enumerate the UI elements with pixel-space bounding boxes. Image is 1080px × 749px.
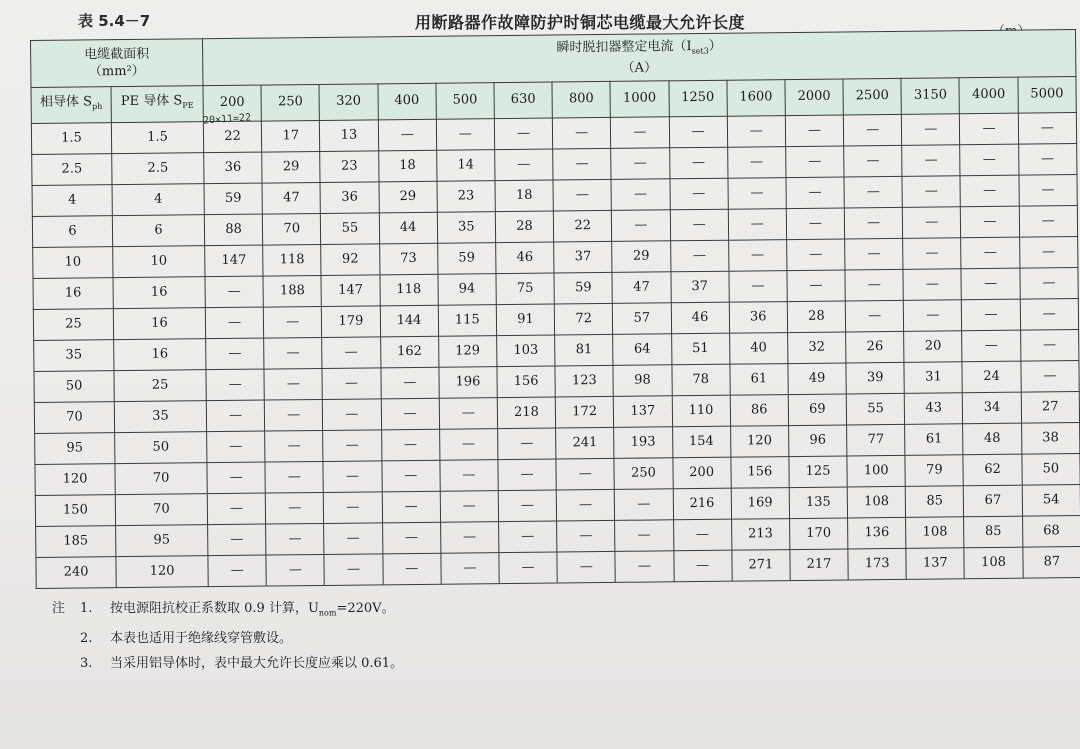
length-cell: — bbox=[381, 367, 440, 399]
length-cell: — bbox=[206, 369, 265, 401]
length-cell: — bbox=[378, 119, 437, 151]
length-cell: — bbox=[324, 553, 383, 585]
length-cell: — bbox=[323, 460, 382, 492]
length-cell: — bbox=[382, 460, 441, 492]
notes-block bbox=[52, 596, 403, 676]
length-cell: — bbox=[1020, 329, 1079, 361]
col-header-current: 5000 bbox=[1018, 77, 1077, 113]
note-text: 本表也适用于绝缘线穿管敷设。 bbox=[110, 630, 293, 646]
pe-size-cell: 70 bbox=[115, 493, 207, 525]
length-cell: — bbox=[902, 113, 961, 145]
ph-size-cell: 10 bbox=[33, 246, 113, 278]
length-cell: 81 bbox=[555, 334, 614, 366]
length-cell: 55 bbox=[846, 393, 905, 425]
length-cell: 118 bbox=[263, 244, 322, 276]
length-cell: 36 bbox=[729, 301, 788, 333]
pe-size-cell: 50 bbox=[115, 431, 207, 463]
length-cell: 271 bbox=[732, 549, 791, 581]
note-number: 3. bbox=[80, 655, 93, 671]
length-cell: 162 bbox=[380, 336, 439, 368]
length-cell: 14 bbox=[436, 149, 495, 181]
length-cell: — bbox=[845, 300, 904, 332]
length-cell: — bbox=[264, 306, 323, 338]
ph-size-cell: 16 bbox=[33, 277, 113, 309]
length-cell: — bbox=[266, 554, 325, 586]
length-cell: — bbox=[205, 276, 264, 308]
length-cell: 64 bbox=[613, 333, 672, 365]
length-cell: 118 bbox=[380, 274, 439, 306]
length-cell: — bbox=[208, 524, 267, 556]
length-cell: — bbox=[615, 550, 674, 582]
length-cell: 85 bbox=[964, 516, 1023, 548]
length-cell: — bbox=[382, 491, 441, 523]
length-cell: — bbox=[611, 147, 670, 179]
length-cell: — bbox=[903, 268, 962, 300]
length-cell: 54 bbox=[1022, 484, 1080, 516]
length-cell: 70 bbox=[263, 213, 322, 245]
current-label: 瞬时脱扣器整定电流$(I_{set3})$ bbox=[556, 38, 722, 56]
length-cell: — bbox=[615, 519, 674, 551]
length-cell: 110 bbox=[672, 395, 731, 427]
length-cell: — bbox=[498, 490, 557, 522]
length-cell: 172 bbox=[555, 396, 614, 428]
length-cell: — bbox=[498, 459, 557, 491]
length-cell: 40 bbox=[729, 332, 788, 364]
length-cell: 218 bbox=[497, 397, 556, 429]
ph-size-cell: 120 bbox=[35, 463, 115, 495]
length-cell: — bbox=[324, 491, 383, 523]
length-cell: — bbox=[903, 237, 962, 269]
length-cell: 26 bbox=[846, 331, 905, 363]
pe-size-cell: 2.5 bbox=[112, 152, 204, 184]
length-cell: 156 bbox=[497, 366, 556, 398]
length-cell: 75 bbox=[496, 273, 555, 305]
length-cell: — bbox=[557, 551, 616, 583]
length-cell: 154 bbox=[672, 426, 731, 458]
pe-size-cell: 16 bbox=[114, 338, 206, 370]
length-cell: — bbox=[787, 239, 846, 271]
length-cell: 144 bbox=[380, 305, 439, 337]
ph-size-cell: 6 bbox=[32, 215, 112, 247]
length-cell: — bbox=[264, 337, 323, 369]
col-header-current: 1600 bbox=[727, 80, 786, 116]
note-number: 2. bbox=[80, 630, 93, 646]
length-cell: 31 bbox=[904, 361, 963, 393]
length-cell: 179 bbox=[322, 305, 381, 337]
length-cell: — bbox=[441, 552, 500, 584]
length-cell: 193 bbox=[614, 426, 673, 458]
length-cell: 44 bbox=[379, 212, 438, 244]
col-header-current: 200 bbox=[203, 85, 262, 121]
table-number: 表 5.4－7 bbox=[78, 12, 151, 30]
ph-size-cell: 1.5 bbox=[31, 122, 111, 154]
length-cell: — bbox=[845, 238, 904, 270]
length-cell: — bbox=[902, 144, 961, 176]
ph-size-cell: 4 bbox=[32, 184, 112, 216]
length-cell: — bbox=[729, 270, 788, 302]
length-cell: 241 bbox=[556, 427, 615, 459]
length-cell: — bbox=[440, 521, 499, 553]
pe-size-cell: 1.5 bbox=[111, 121, 203, 153]
length-cell: 62 bbox=[963, 454, 1022, 486]
col-header-current: 1000 bbox=[610, 81, 669, 117]
length-cell: — bbox=[844, 207, 903, 239]
pe-size-cell: 6 bbox=[112, 214, 204, 246]
length-cell: 100 bbox=[847, 455, 906, 487]
note-number: 1. bbox=[80, 601, 93, 616]
length-cell: — bbox=[499, 552, 558, 584]
length-cell: 61 bbox=[905, 423, 964, 455]
length-cell: 72 bbox=[554, 303, 613, 335]
length-cell: 22 bbox=[203, 121, 262, 153]
length-cell: — bbox=[381, 429, 440, 461]
length-cell: 46 bbox=[671, 302, 730, 334]
length-cell: — bbox=[843, 114, 902, 146]
length-cell: — bbox=[266, 523, 325, 555]
length-cell: — bbox=[786, 146, 845, 178]
length-cell: 91 bbox=[496, 304, 555, 336]
length-cell: 250 bbox=[614, 457, 673, 489]
length-cell: 29 bbox=[379, 181, 438, 213]
length-cell: 37 bbox=[554, 241, 613, 273]
length-cell: 86 bbox=[730, 394, 789, 426]
length-cell: 67 bbox=[964, 485, 1023, 517]
length-cell: 59 bbox=[204, 183, 263, 215]
length-cell: 36 bbox=[204, 152, 263, 184]
length-cell: — bbox=[727, 146, 786, 178]
length-cell: — bbox=[1020, 267, 1079, 299]
length-cell: — bbox=[553, 179, 612, 211]
length-cell: 169 bbox=[731, 487, 790, 519]
length-cell: — bbox=[1018, 112, 1077, 144]
length-cell: 73 bbox=[379, 243, 438, 275]
length-cell: — bbox=[962, 330, 1021, 362]
length-cell: 147 bbox=[205, 245, 264, 277]
length-cell: 173 bbox=[848, 548, 907, 580]
length-cell: 17 bbox=[262, 120, 321, 152]
length-cell: — bbox=[264, 368, 323, 400]
length-cell: 29 bbox=[262, 151, 321, 183]
col-header-ph: 相导体 $S_{ph}$ bbox=[31, 87, 111, 123]
length-cell: 92 bbox=[321, 243, 380, 275]
length-cell: — bbox=[902, 175, 961, 207]
section-unit: （mm²） bbox=[88, 63, 145, 80]
handwritten-annotation: 20×11=22 bbox=[202, 112, 252, 127]
length-cell: — bbox=[673, 519, 732, 551]
note-indent bbox=[52, 651, 80, 676]
length-cell: — bbox=[264, 399, 323, 431]
length-cell: — bbox=[1021, 360, 1080, 392]
col-header-pe: PE 导体 $S_{PE}$ bbox=[111, 86, 203, 123]
length-cell: — bbox=[727, 115, 786, 147]
length-cell: 108 bbox=[847, 486, 906, 518]
col-header-current: 500 bbox=[436, 83, 495, 119]
length-cell: — bbox=[265, 492, 324, 524]
length-cell: 55 bbox=[321, 212, 380, 244]
length-cell: 24 bbox=[962, 361, 1021, 393]
ph-size-cell: 95 bbox=[35, 432, 115, 464]
length-cell: 85 bbox=[905, 485, 964, 517]
length-cell: — bbox=[960, 113, 1019, 145]
length-cell: 115 bbox=[438, 304, 497, 336]
length-cell: 29 bbox=[612, 240, 671, 272]
length-cell: 46 bbox=[496, 242, 555, 274]
length-cell: — bbox=[844, 145, 903, 177]
length-cell: 188 bbox=[263, 275, 322, 307]
length-cell: — bbox=[207, 462, 266, 494]
length-cell: — bbox=[552, 117, 611, 149]
length-cell: — bbox=[670, 240, 729, 272]
length-cell: 137 bbox=[614, 395, 673, 427]
note-text: 按电源阻抗校正系数取 0.9 计算，$U_{nom}=220V$。 bbox=[110, 601, 395, 618]
length-cell: — bbox=[615, 488, 674, 520]
length-cell: 196 bbox=[439, 366, 498, 398]
length-cell: 170 bbox=[789, 518, 848, 550]
length-cell: — bbox=[323, 398, 382, 430]
length-cell: — bbox=[494, 118, 553, 150]
notes-label: 注 bbox=[52, 601, 66, 616]
length-cell: — bbox=[785, 115, 844, 147]
ph-size-cell: 50 bbox=[34, 370, 114, 402]
length-cell: — bbox=[845, 269, 904, 301]
note-line bbox=[52, 626, 403, 651]
length-cell: — bbox=[673, 550, 732, 582]
ph-size-cell: 2.5 bbox=[32, 153, 112, 185]
length-cell: — bbox=[728, 208, 787, 240]
length-cell: — bbox=[670, 178, 729, 210]
length-cell: 69 bbox=[788, 394, 847, 426]
length-cell: 35 bbox=[437, 211, 496, 243]
length-cell: — bbox=[786, 177, 845, 209]
ph-size-cell: 150 bbox=[35, 494, 115, 526]
col-header-current: 400 bbox=[378, 83, 437, 119]
length-cell: 88 bbox=[204, 214, 263, 246]
length-cell: — bbox=[436, 118, 495, 150]
length-cell: — bbox=[844, 176, 903, 208]
length-cell: — bbox=[728, 239, 787, 271]
length-cell: 18 bbox=[495, 180, 554, 212]
length-cell: — bbox=[556, 458, 615, 490]
length-cell: — bbox=[495, 149, 554, 181]
length-cell: — bbox=[611, 178, 670, 210]
length-cell: — bbox=[787, 270, 846, 302]
length-cell: 18 bbox=[378, 150, 437, 182]
length-cell: 96 bbox=[788, 425, 847, 457]
length-cell: 43 bbox=[905, 392, 964, 424]
pe-size-cell: 16 bbox=[113, 307, 205, 339]
length-cell: — bbox=[557, 520, 616, 552]
length-cell: 217 bbox=[790, 549, 849, 581]
length-cell: 87 bbox=[1023, 546, 1080, 578]
length-cell: 77 bbox=[847, 424, 906, 456]
length-cell: 108 bbox=[964, 547, 1023, 579]
length-cell: 57 bbox=[613, 302, 672, 334]
length-cell: 135 bbox=[789, 487, 848, 519]
length-cell: — bbox=[206, 400, 265, 432]
length-cell: 137 bbox=[906, 547, 965, 579]
length-cell: 37 bbox=[670, 271, 729, 303]
length-cell: 48 bbox=[963, 423, 1022, 455]
note-line bbox=[52, 651, 403, 676]
col-header-current: 2500 bbox=[843, 78, 902, 114]
length-cell: 34 bbox=[963, 392, 1022, 424]
length-cell: — bbox=[961, 268, 1020, 300]
col-header-current: 800 bbox=[552, 81, 611, 117]
note-text: 当采用铝导体时，表中最大允许长度应乘以 0.61。 bbox=[110, 655, 404, 671]
length-cell: — bbox=[206, 338, 265, 370]
note-indent bbox=[52, 626, 80, 651]
length-cell: 94 bbox=[438, 273, 497, 305]
table-container bbox=[30, 29, 1080, 589]
length-cell: 61 bbox=[730, 363, 789, 395]
pe-size-cell: 25 bbox=[114, 369, 206, 401]
length-cell: — bbox=[440, 459, 499, 491]
length-cell: 39 bbox=[846, 362, 905, 394]
length-cell: — bbox=[961, 237, 1020, 269]
length-cell: 32 bbox=[787, 332, 846, 364]
length-cell: — bbox=[669, 116, 728, 148]
length-cell: — bbox=[1020, 298, 1079, 330]
length-cell: — bbox=[786, 208, 845, 240]
length-cell: 23 bbox=[320, 150, 379, 182]
col-header-current: 1250 bbox=[668, 80, 727, 116]
pe-size-cell: 120 bbox=[116, 555, 208, 587]
length-cell: — bbox=[439, 397, 498, 429]
length-cell: — bbox=[612, 209, 671, 241]
length-cell: 103 bbox=[497, 335, 556, 367]
length-cell: 120 bbox=[730, 425, 789, 457]
length-cell: — bbox=[382, 522, 441, 554]
length-cell: — bbox=[553, 148, 612, 180]
section-header-cell bbox=[31, 39, 203, 88]
length-cell: — bbox=[670, 209, 729, 241]
length-cell: 123 bbox=[555, 365, 614, 397]
length-cell: — bbox=[903, 206, 962, 238]
col-header-current: 320 bbox=[319, 84, 378, 120]
length-cell: — bbox=[323, 429, 382, 461]
pe-size-cell: 16 bbox=[113, 276, 205, 308]
length-cell: — bbox=[207, 431, 266, 463]
table-title: 用断路器作故障防护时铜芯电缆最大允许长度 bbox=[414, 13, 745, 32]
length-cell: — bbox=[961, 206, 1020, 238]
col-header-current: 250 bbox=[261, 84, 320, 120]
length-cell: — bbox=[324, 522, 383, 554]
length-cell: 50 bbox=[1022, 453, 1080, 485]
col-header-current: 2000 bbox=[785, 79, 844, 115]
section-label: 电缆截面积 bbox=[84, 46, 150, 63]
length-cell: — bbox=[499, 521, 558, 553]
ph-size-cell: 70 bbox=[34, 401, 114, 433]
length-cell: — bbox=[322, 367, 381, 399]
length-cell: 136 bbox=[848, 517, 907, 549]
ph-size-cell: 35 bbox=[34, 339, 114, 371]
length-cell: — bbox=[440, 490, 499, 522]
length-cell: — bbox=[904, 299, 963, 331]
length-cell: 22 bbox=[553, 210, 612, 242]
length-cell: — bbox=[205, 307, 264, 339]
pe-size-cell: 70 bbox=[115, 462, 207, 494]
length-cell: 51 bbox=[671, 333, 730, 365]
length-cell: 28 bbox=[787, 301, 846, 333]
length-cell: 129 bbox=[438, 335, 497, 367]
length-cell: — bbox=[962, 299, 1021, 331]
length-cell: 27 bbox=[1021, 391, 1080, 423]
length-cell: 13 bbox=[320, 119, 379, 151]
pe-size-cell: 95 bbox=[116, 524, 208, 556]
length-cell: 20 bbox=[904, 330, 963, 362]
current-unit: （A） bbox=[621, 60, 658, 77]
note-line bbox=[52, 596, 403, 626]
length-cell: 47 bbox=[612, 271, 671, 303]
length-cell: — bbox=[1019, 205, 1078, 237]
length-cell: 98 bbox=[613, 364, 672, 396]
length-cell: — bbox=[498, 428, 557, 460]
col-header-current: 4000 bbox=[959, 77, 1018, 113]
length-cell: 38 bbox=[1021, 422, 1080, 454]
length-cell: — bbox=[265, 430, 324, 462]
length-cell: — bbox=[1019, 174, 1078, 206]
length-cell: 59 bbox=[437, 242, 496, 274]
length-cell: — bbox=[381, 398, 440, 430]
length-cell: 47 bbox=[262, 182, 321, 214]
length-cell: 79 bbox=[905, 454, 964, 486]
pe-size-cell: 35 bbox=[114, 400, 206, 432]
length-cell: 156 bbox=[731, 456, 790, 488]
length-cell: 125 bbox=[789, 456, 848, 488]
length-cell: — bbox=[208, 555, 267, 587]
length-cell: — bbox=[207, 493, 266, 525]
length-cell: — bbox=[960, 144, 1019, 176]
length-cell: — bbox=[611, 116, 670, 148]
length-cell: 59 bbox=[554, 272, 613, 304]
pe-size-cell: 4 bbox=[112, 183, 204, 215]
length-cell: — bbox=[439, 428, 498, 460]
length-cell: — bbox=[556, 489, 615, 521]
length-cell: — bbox=[728, 177, 787, 209]
length-cell: 147 bbox=[321, 274, 380, 306]
length-cell: — bbox=[960, 175, 1019, 207]
col-header-current: 3150 bbox=[901, 78, 960, 114]
ph-size-cell: 240 bbox=[36, 556, 116, 588]
ph-size-cell: 25 bbox=[33, 308, 113, 340]
length-cell: 78 bbox=[671, 364, 730, 396]
length-cell: 213 bbox=[731, 518, 790, 550]
cable-length-table bbox=[30, 29, 1080, 589]
length-cell: 68 bbox=[1022, 515, 1080, 547]
length-cell: 49 bbox=[788, 363, 847, 395]
length-cell: — bbox=[669, 147, 728, 179]
pe-size-cell: 10 bbox=[113, 245, 205, 277]
ph-size-cell: 185 bbox=[36, 525, 116, 557]
length-cell: — bbox=[382, 553, 441, 585]
length-cell: 216 bbox=[673, 488, 732, 520]
length-cell: — bbox=[1019, 236, 1078, 268]
length-cell: 28 bbox=[495, 211, 554, 243]
length-cell: — bbox=[1018, 143, 1077, 175]
length-cell: 200 bbox=[672, 457, 731, 489]
length-cell: — bbox=[322, 336, 381, 368]
length-cell: 23 bbox=[437, 180, 496, 212]
length-cell: 108 bbox=[906, 516, 965, 548]
length-cell: — bbox=[265, 461, 324, 493]
col-header-current: 630 bbox=[494, 82, 553, 118]
length-cell: 36 bbox=[320, 181, 379, 213]
